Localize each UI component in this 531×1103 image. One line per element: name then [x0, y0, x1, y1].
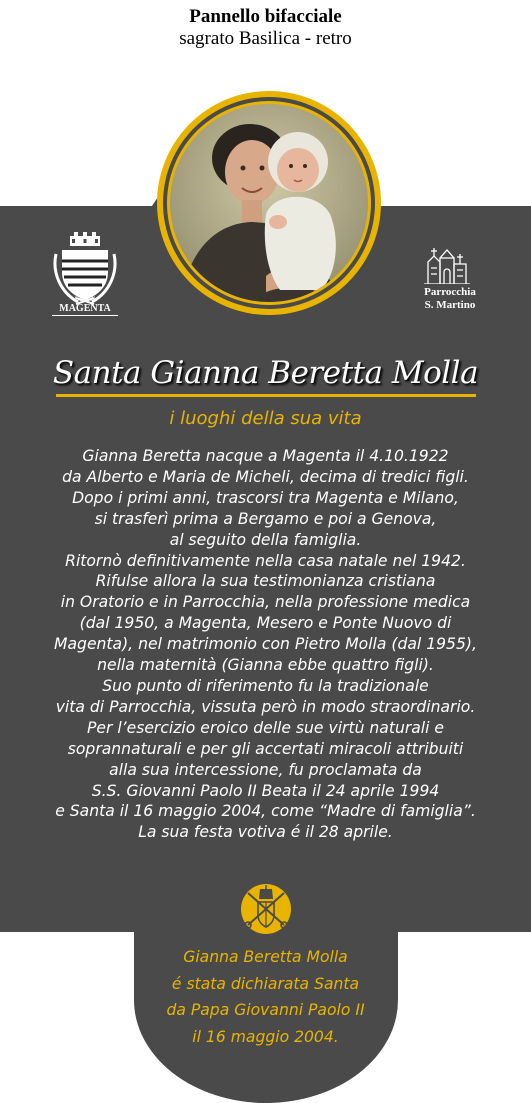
header-title: Pannello bifacciale — [189, 6, 342, 27]
parish-logo-line2: S. Martino — [424, 299, 476, 311]
mother-and-child-portrait — [170, 104, 368, 302]
city-logo-line1: Città di — [74, 295, 96, 303]
biography-line: e Santa il 16 maggio 2004, come “Madre di famiglia”. — [55, 802, 476, 821]
parish-logo-caption — [400, 286, 500, 312]
papal-coat-of-arms-icon — [240, 883, 292, 935]
biography-line: al seguito della famiglia. — [169, 530, 362, 549]
biography-line: alla sua intercessione, fu proclamata da — [109, 760, 422, 779]
biography-line: in Oratorio e in Parrocchia, nella professione medica — [60, 593, 471, 612]
biography-line: Magenta), nel matrimonio con Pietro Molla (dal 1955), — [54, 635, 477, 654]
biography-line: S.S. Giovanni Paolo II Beata il 24 aprile 1994 — [91, 781, 440, 800]
parish-logo-line1: Parrocchia — [424, 286, 476, 298]
canonization-line: é stata dichiarata Santa — [171, 974, 360, 993]
city-logo-caption — [52, 295, 118, 316]
canonization-line: il 16 maggio 2004. — [192, 1027, 339, 1046]
title-underline — [56, 394, 476, 397]
canonization-note — [0, 944, 531, 1050]
biography-line: si trasferì prima a Bergamo e poi a Genova, — [94, 509, 437, 528]
biography-line: Dopo i primi anni, trascorsi tra Magenta e Milano, — [72, 488, 459, 507]
biography-line: vita di Parrocchia, vissuta però in modo straordinario. — [55, 697, 476, 716]
biography-line: Ritornò definitivamente nella casa natale nel 1942. — [65, 551, 466, 570]
page-subtitle: i luoghi della sua vita — [169, 408, 362, 429]
biography-text — [14, 446, 517, 843]
canonization-line: Gianna Beretta Molla — [183, 948, 348, 966]
biography-line: (dal 1950, a Magenta, Mesero e Ponte Nuovo di — [79, 614, 452, 633]
biography-line: Rifulse allora la sua testimonianza cristiana — [95, 572, 436, 591]
biography-line: La sua festa votiva é il 28 aprile. — [138, 823, 393, 842]
church-icon — [424, 244, 470, 284]
biography-line: nella maternità (Gianna ebbe quattro figli). — [97, 656, 434, 675]
biography-line: Per l’esercizio eroico delle sue virtù naturali e — [86, 718, 445, 737]
page-title: Santa Gianna Beretta Molla — [52, 355, 479, 391]
biography-line: Suo punto di riferimento fu la tradizionale — [102, 676, 429, 695]
biography-line: soprannaturali e per gli accertati miracoli attribuiti — [67, 739, 464, 758]
canonization-line: da Papa Giovanni Paolo II — [166, 1001, 365, 1019]
header-subtitle: sagrato Basilica - retro — [179, 28, 352, 49]
city-logo-line2: MAGENTA — [52, 303, 118, 316]
biography-line: Gianna Beretta nacque a Magenta il 4.10.1922 — [82, 447, 449, 465]
biography-line: da Alberto e Maria de Micheli, decima di tredici figli. — [62, 467, 469, 486]
